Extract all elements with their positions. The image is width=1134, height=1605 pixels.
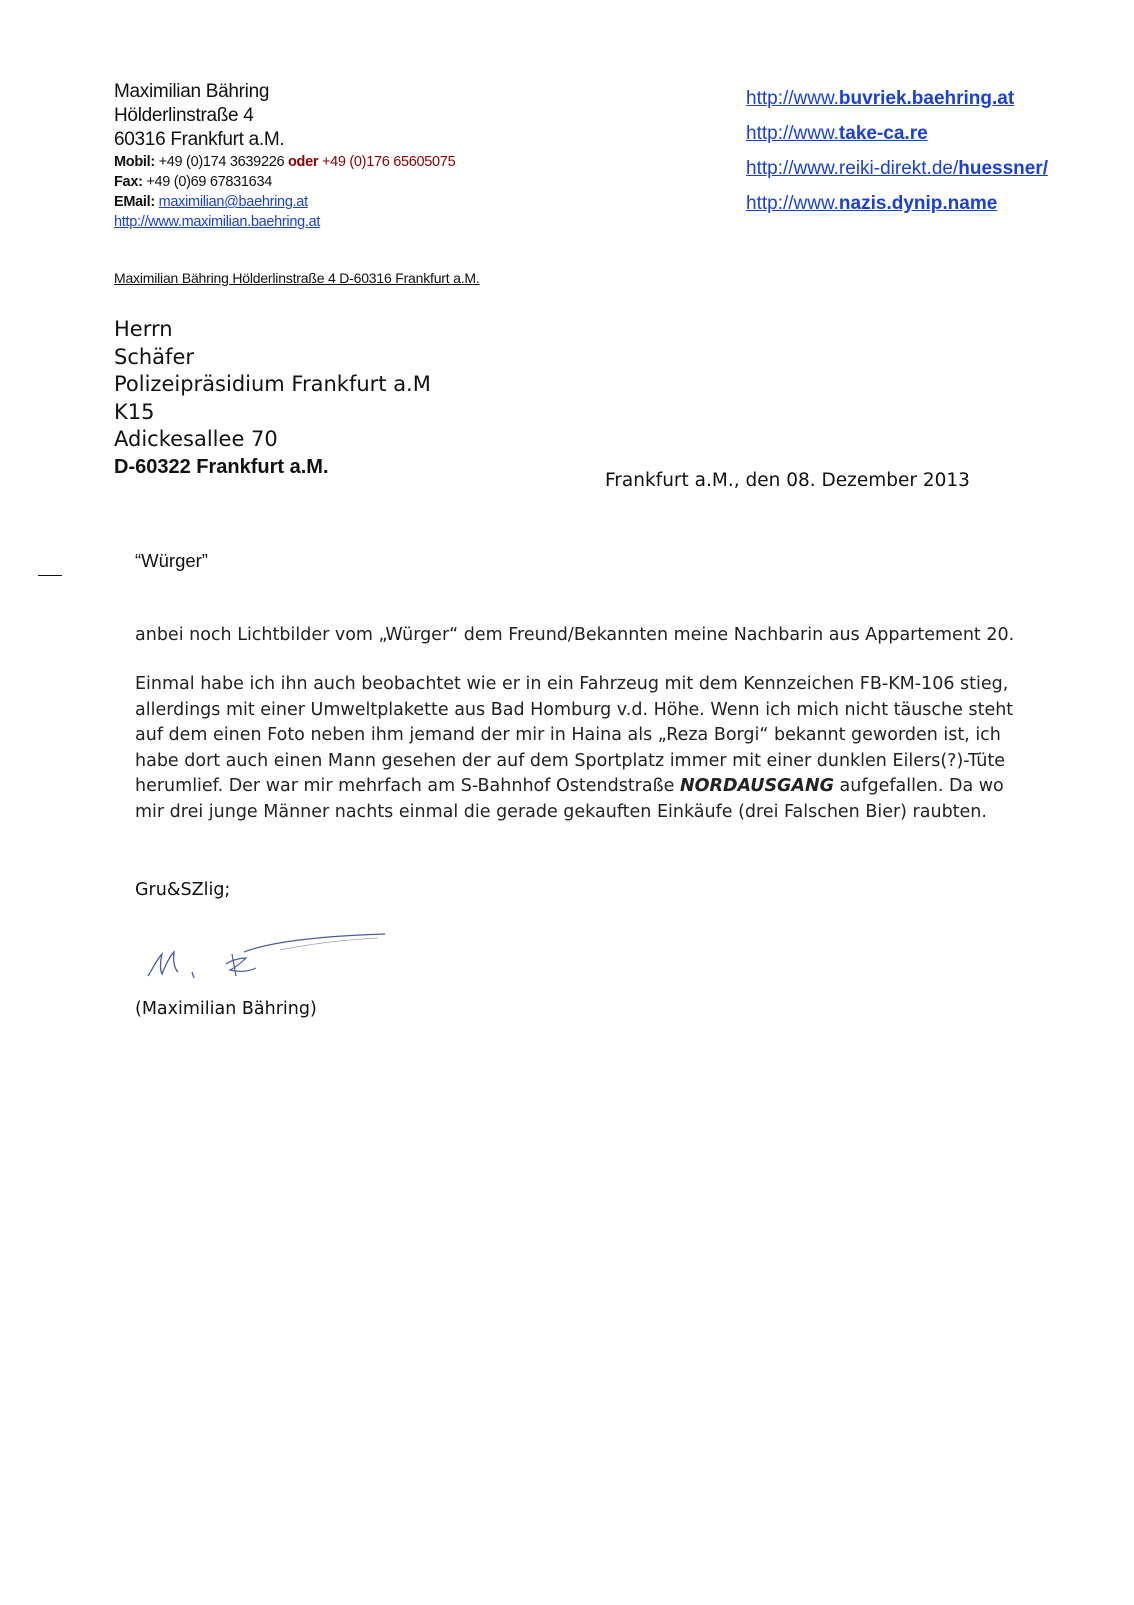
sender-street: Hölderlinstraße 4 — [114, 105, 254, 126]
recipient-dept: K15 — [114, 399, 155, 424]
letter-date: Frankfurt a.M., den 08. Dezember 2013 — [605, 470, 970, 491]
recipient-street: Adickesallee 70 — [114, 427, 278, 451]
recipient-block — [114, 316, 431, 481]
signature-name: (Maximilian Bähring) — [135, 999, 317, 1019]
body-paragraph-2 — [135, 672, 1013, 825]
weblink-domain: take-ca.re — [838, 123, 928, 144]
body-line: allerdings mit einer Umweltplakette aus Bad Homburg v.d. Höhe. Wenn ich mich nicht täusche steht — [135, 699, 1014, 720]
sender-fax — [114, 172, 455, 192]
body-paragraph-1: anbei noch Lichtbilder vom „Würger“ dem Freund/Bekannten meine Nachbarin aus Appartement 20. — [135, 625, 1015, 645]
weblink-nazis-dynip[interactable] — [746, 193, 1048, 228]
body-line — [135, 774, 1013, 800]
weblink-domain: nazis.dynip.name — [838, 193, 998, 214]
mobile-number-1: +49 (0)174 3639226 — [158, 154, 285, 170]
sender-mobile — [114, 152, 455, 172]
sender-email — [114, 192, 455, 212]
sender-city: 60316 Frankfurt a.M. — [114, 129, 285, 150]
closing-greeting: Gru&SZlig; — [135, 880, 231, 900]
mobile-or: oder — [287, 154, 319, 170]
sender-block — [114, 80, 455, 232]
emphasis-nordausgang: NORDAUSGANG — [679, 776, 834, 796]
weblink-domain: buvriek.baehring.at — [838, 88, 1015, 109]
fax-number: +49 (0)69 67831634 — [146, 174, 272, 190]
body-line: auf dem einen Foto neben ihm jemand der mir in Haina als „Reza Borgi“ bekannt geworden ist, ich — [135, 725, 1001, 745]
sender-name: Maximilian Bähring — [114, 81, 270, 102]
weblink-prefix: http://www. — [746, 88, 839, 109]
weblinks-list — [746, 88, 1048, 228]
fax-label: Fax: — [114, 174, 143, 190]
website-link[interactable]: http://www.maximilian.baehring.at — [114, 214, 321, 230]
mobile-label: Mobil: — [114, 154, 155, 170]
email-link[interactable]: maximilian@baehring.at — [158, 194, 308, 210]
weblink-reiki[interactable] — [746, 158, 1048, 193]
weblink-prefix: http://www.reiki-direkt.de/ — [746, 158, 959, 179]
recipient-salutation: Herrn — [114, 317, 173, 341]
body-text: aufgefallen. Da wo — [833, 776, 1004, 796]
weblink-take-care[interactable] — [746, 123, 1048, 158]
weblink-buvriek[interactable] — [746, 88, 1048, 123]
body-line: mir drei junge Männer nachts einmal die gerade gekauften Einkäufe (drei Falschen Bier) raubten. — [135, 801, 987, 822]
handwritten-signature — [140, 928, 400, 988]
weblink-prefix: http://www. — [746, 193, 839, 214]
recipient-city: D-60322 Frankfurt a.M. — [114, 455, 329, 478]
weblink-domain: huessner/ — [958, 158, 1049, 179]
body-line: Einmal habe ich ihn auch beobachtet wie er in ein Fahrzeug mit dem Kennzeichen FB-KM-106 stieg, — [135, 674, 1009, 694]
recipient-name: Schäfer — [114, 344, 195, 369]
email-label: EMail: — [114, 194, 155, 210]
sender-website — [114, 212, 455, 232]
body-line: habe dort auch einen Mann gesehen der auf dem Sportplatz immer mit einer dunklen Eilers(?)-Tüte — [135, 750, 1005, 771]
mobile-number-2: +49 (0)176 65605075 — [321, 154, 456, 170]
body-text: herumlief. Der war mir mehrfach am S-Bahnhof Ostendstraße — [135, 776, 680, 796]
recipient-org: Polizeipräsidium Frankfurt a.M — [114, 372, 431, 396]
weblink-prefix: http://www. — [746, 123, 839, 144]
return-address: Maximilian Bähring Hölderlinstraße 4 D-60316 Frankfurt a.M. — [114, 270, 480, 286]
fold-mark — [38, 575, 62, 576]
letter-subject: “Würger” — [135, 550, 208, 571]
